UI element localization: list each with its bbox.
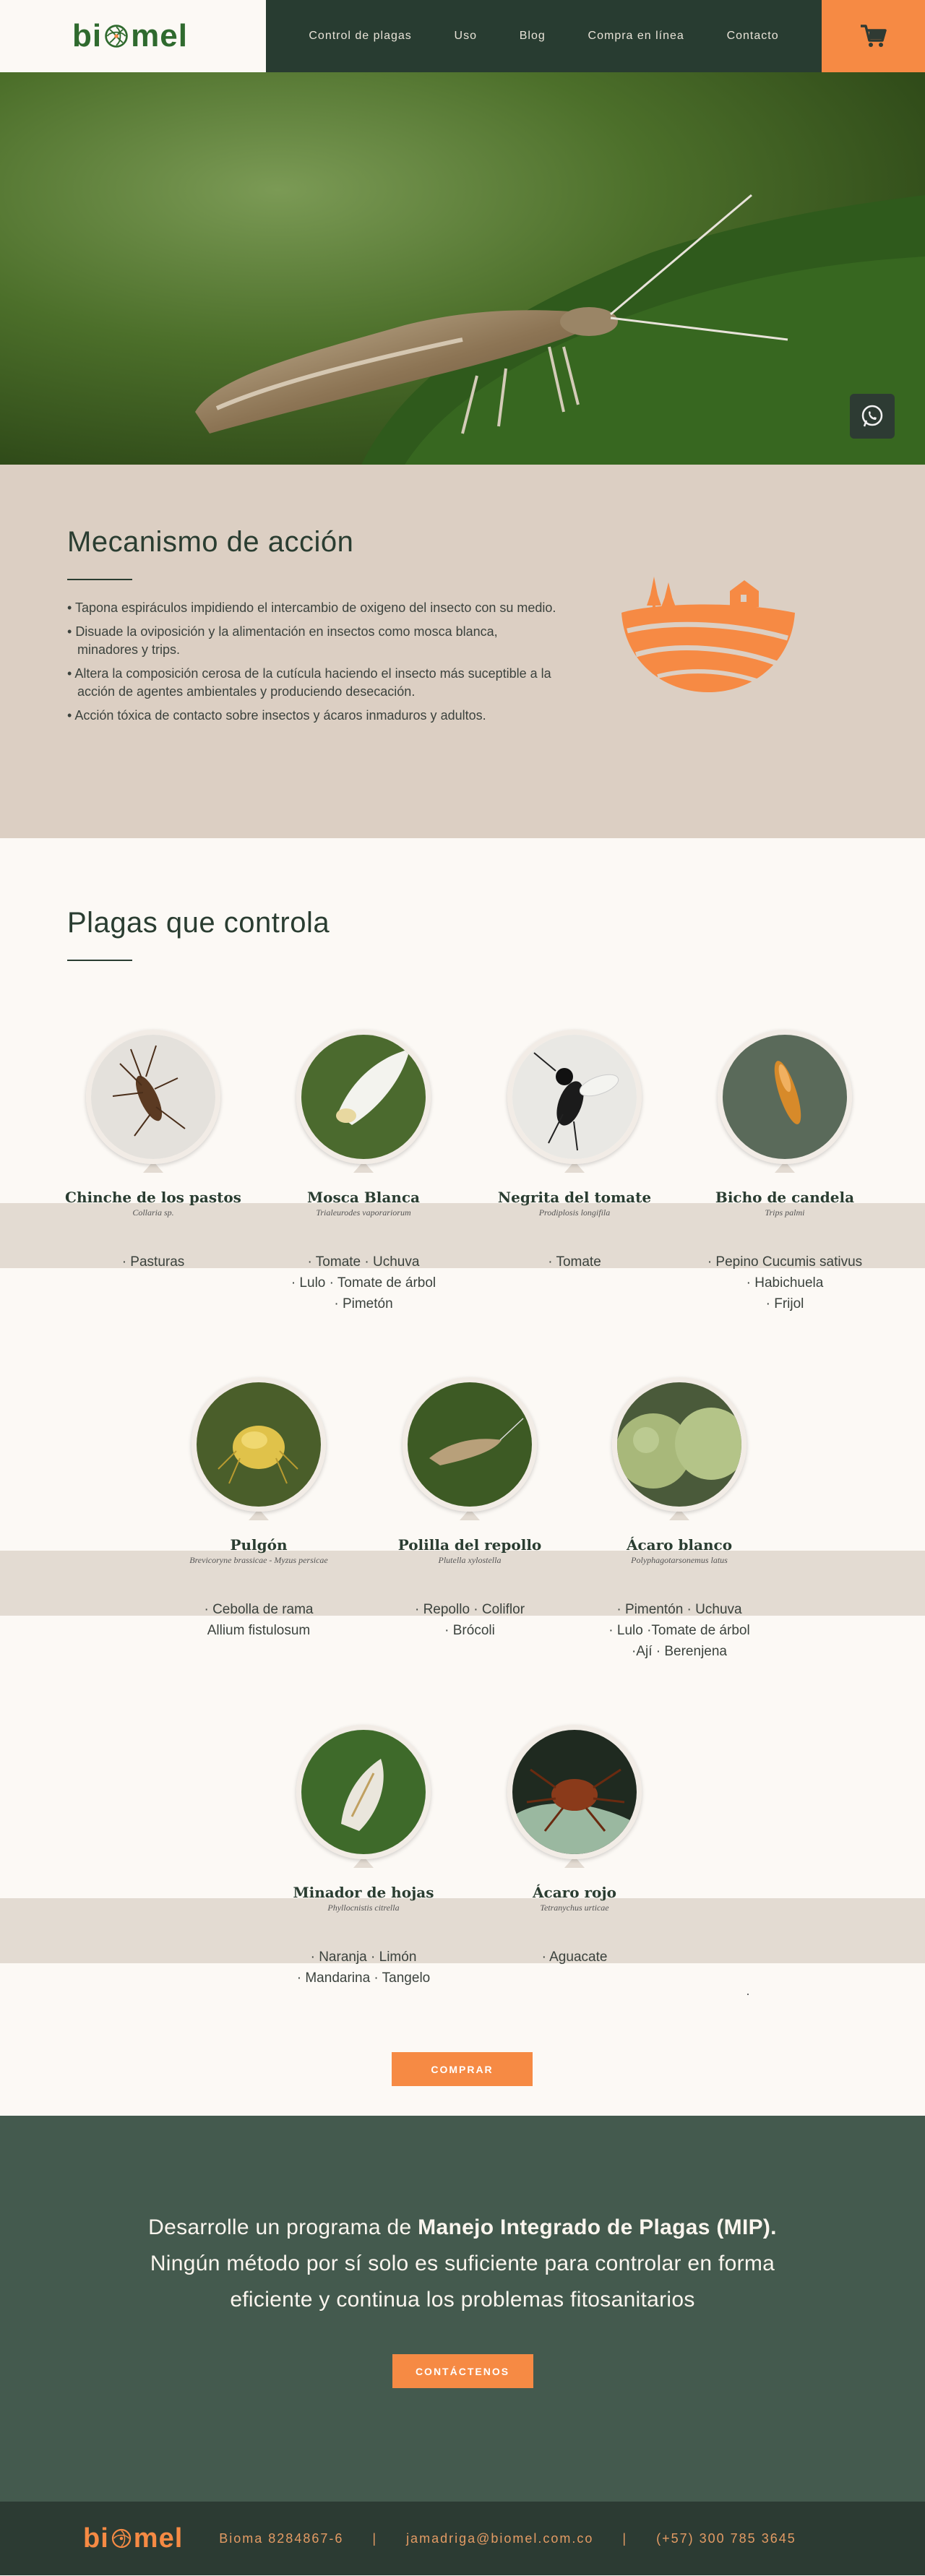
crop-line: · Pimentón · Uchuva (616, 1602, 742, 1617)
whatsapp-icon (859, 402, 886, 430)
mip-section (0, 2116, 925, 2502)
pest-photo (86, 1030, 220, 1164)
pest-acaro-blanco-image (617, 1382, 741, 1507)
crop-line: · Brócoli (444, 1623, 495, 1638)
crop-line: · Lulo · Tomate de árbol (291, 1275, 436, 1291)
whatsapp-button[interactable] (850, 394, 895, 439)
crop-line: · Pimetón (334, 1296, 393, 1311)
crop-line: · Aguacate (541, 1950, 608, 1965)
pest-crops (59, 1252, 247, 1272)
mechanism-list (67, 599, 559, 725)
logo-swirl-icon (111, 2528, 132, 2549)
pest-crops (585, 1599, 773, 1662)
pest-crops (270, 1252, 457, 1314)
pest-crops (481, 1947, 668, 1968)
pest-card[interactable] (270, 1030, 457, 1314)
pest-card[interactable] (481, 1725, 668, 1968)
crop-line: · Repollo · Coliflor (414, 1602, 525, 1617)
moth-image (0, 72, 925, 465)
crop-line: · Habichuela (746, 1275, 824, 1291)
pest-photo (507, 1030, 642, 1164)
footer-company: Bioma 8284867-6 (219, 2530, 344, 2546)
pest-crops (376, 1599, 564, 1641)
footer-separator: | (372, 2530, 378, 2546)
pest-bicho-candela-image (723, 1035, 847, 1159)
pest-scientific-name: Polyphagotarsonemus latus (631, 1555, 728, 1565)
pest-name: Ácaro rojo (533, 1884, 616, 1901)
crop-line: · Pepino Cucumis sativus (707, 1254, 863, 1270)
pest-mosca-blanca-image (301, 1035, 426, 1159)
cart-icon (859, 23, 888, 49)
footer-phone[interactable]: (+57) 300 785 3645 (656, 2530, 796, 2546)
nav-blog[interactable]: Blog (519, 30, 546, 42)
footer-email[interactable]: jamadriga@biomel.com.co (406, 2530, 594, 2546)
logo-text-right: mel (131, 18, 188, 53)
pest-crops (481, 1252, 668, 1272)
pest-name: Pulgón (230, 1536, 288, 1554)
pest-acaro-rojo-image (512, 1730, 637, 1854)
pest-card[interactable] (270, 1725, 457, 1989)
nav-compra-en-linea[interactable]: Compra en línea (588, 30, 684, 42)
logo-text-left: bi (72, 18, 103, 53)
mip-line-1-bold: Manejo Integrado de Plagas (MIP). (418, 2215, 777, 2239)
pest-card[interactable] (376, 1377, 564, 1641)
pests-title: Plagas que controla (67, 907, 330, 939)
crop-line: · Tomate · Uchuva (307, 1254, 420, 1270)
crop-line: · Pasturas (121, 1254, 185, 1270)
footer-separator: | (622, 2530, 628, 2546)
pest-chinche-image (91, 1035, 215, 1159)
biomel-logo[interactable] (72, 18, 188, 54)
pest-minador-image (301, 1730, 426, 1854)
pest-scientific-name: Collaria sp. (132, 1207, 174, 1218)
pest-row-1 (0, 1030, 925, 1333)
crop-line: · Naranja · Limón (310, 1950, 417, 1965)
pest-card[interactable] (585, 1377, 773, 1662)
pest-scientific-name: Phyllocnistis citrella (327, 1903, 400, 1913)
mechanism-point: • Disuade la oviposición y la alimentación en insectos como mosca blanca, minadores y trips. (67, 623, 559, 659)
pest-card[interactable] (165, 1377, 353, 1641)
mechanism-point: • Altera la composición cerosa de la cutícula haciendo el insecto más suceptible a la acción de agentes ambientales y produciendo desecación. (67, 665, 559, 701)
farm-icon (614, 562, 802, 696)
pests-section (0, 838, 925, 2116)
pest-scientific-name: Trialeurodes vaporariorum (316, 1207, 411, 1218)
pest-scientific-name: Plutella xylostella (438, 1555, 502, 1565)
pest-crops (270, 1947, 457, 1989)
pest-photo (612, 1377, 747, 1512)
pest-crops (691, 1252, 879, 1314)
top-nav (0, 0, 925, 72)
pest-name: Chinche de los pastos (65, 1189, 241, 1206)
pest-photo (296, 1725, 431, 1859)
footer-contact-info (219, 2531, 796, 2546)
nav-control-de-plagas[interactable]: Control de plagas (309, 30, 412, 42)
pest-pulgon-image (197, 1382, 321, 1507)
pest-name: Negrita del tomate (497, 1189, 652, 1206)
mip-line-2: Ningún método por sí solo es suficiente para controlar en forma (150, 2252, 775, 2275)
pest-row-2 (0, 1377, 925, 1681)
mechanism-section (0, 465, 925, 838)
nav-uso[interactable]: Uso (454, 30, 477, 42)
pest-scientific-name: Tetranychus urticae (540, 1903, 609, 1913)
pest-name: Ácaro blanco (626, 1536, 733, 1554)
pest-name: Polilla del repollo (397, 1536, 542, 1554)
title-divider (67, 579, 132, 580)
crop-line: · Lulo ·Tomate de árbol (608, 1623, 750, 1638)
crop-line: · Tomate (548, 1254, 601, 1270)
logo-text-right: mel (133, 2523, 184, 2554)
pest-band (0, 1898, 925, 1963)
stray-dot: · (746, 1986, 750, 2001)
pest-card[interactable] (59, 1030, 247, 1272)
crop-line: · Mandarina · Tangelo (296, 1970, 431, 1986)
logo-swirl-icon (103, 23, 129, 49)
pest-photo (507, 1725, 642, 1859)
contact-button[interactable]: CONTÁCTENOS (392, 2354, 533, 2388)
pest-photo (296, 1030, 431, 1164)
pest-scientific-name: Trips palmi (765, 1207, 805, 1218)
crop-line: Allium fistulosum (207, 1623, 311, 1638)
buy-button[interactable]: COMPRAR (392, 2052, 533, 2086)
mechanism-point: • Acción tóxica de contacto sobre insectos y ácaros inmaduros y adultos. (67, 707, 559, 725)
pest-photo (192, 1377, 326, 1512)
mip-line-1 (0, 2210, 925, 2246)
pest-card[interactable] (481, 1030, 668, 1272)
pest-name: Bicho de candela (715, 1189, 855, 1206)
mip-line-1-text: Desarrolle un programa de (148, 2215, 418, 2239)
crop-line: · Cebolla de rama (204, 1602, 314, 1617)
pest-polilla-image (408, 1382, 532, 1507)
crop-line: · Frijol (765, 1296, 804, 1311)
footer (0, 2502, 925, 2575)
pest-negrita-image (512, 1035, 637, 1159)
mechanism-point: • Tapona espiráculos impidiendo el intercambio de oxigeno del insecto con su medio. (67, 599, 559, 617)
hero-banner (0, 72, 925, 465)
pest-row-3 (0, 1725, 925, 2028)
cart-button[interactable] (822, 0, 925, 72)
nav-contacto[interactable]: Contacto (726, 30, 779, 42)
pest-name: Mosca Blanca (307, 1189, 420, 1206)
pest-photo (403, 1377, 537, 1512)
crop-line: ·Ají · Berenjena (631, 1644, 727, 1659)
nav-logo-area (0, 0, 266, 72)
logo-text-left: bi (83, 2523, 109, 2554)
pest-name: Minador de hojas (293, 1884, 434, 1901)
pest-scientific-name: Prodiplosis longifila (538, 1207, 611, 1218)
mechanism-title: Mecanismo de acción (67, 526, 354, 558)
nav-links (266, 0, 822, 72)
title-divider (67, 960, 132, 961)
mip-line-3: eficiente y continua los problemas fitosanitarios (230, 2288, 695, 2312)
pest-card[interactable] (691, 1030, 879, 1314)
footer-logo[interactable] (83, 2523, 183, 2554)
pest-crops (165, 1599, 353, 1641)
pest-scientific-name: Brevicoryne brassicae - Myzus persicae (189, 1555, 328, 1565)
pest-photo (718, 1030, 852, 1164)
